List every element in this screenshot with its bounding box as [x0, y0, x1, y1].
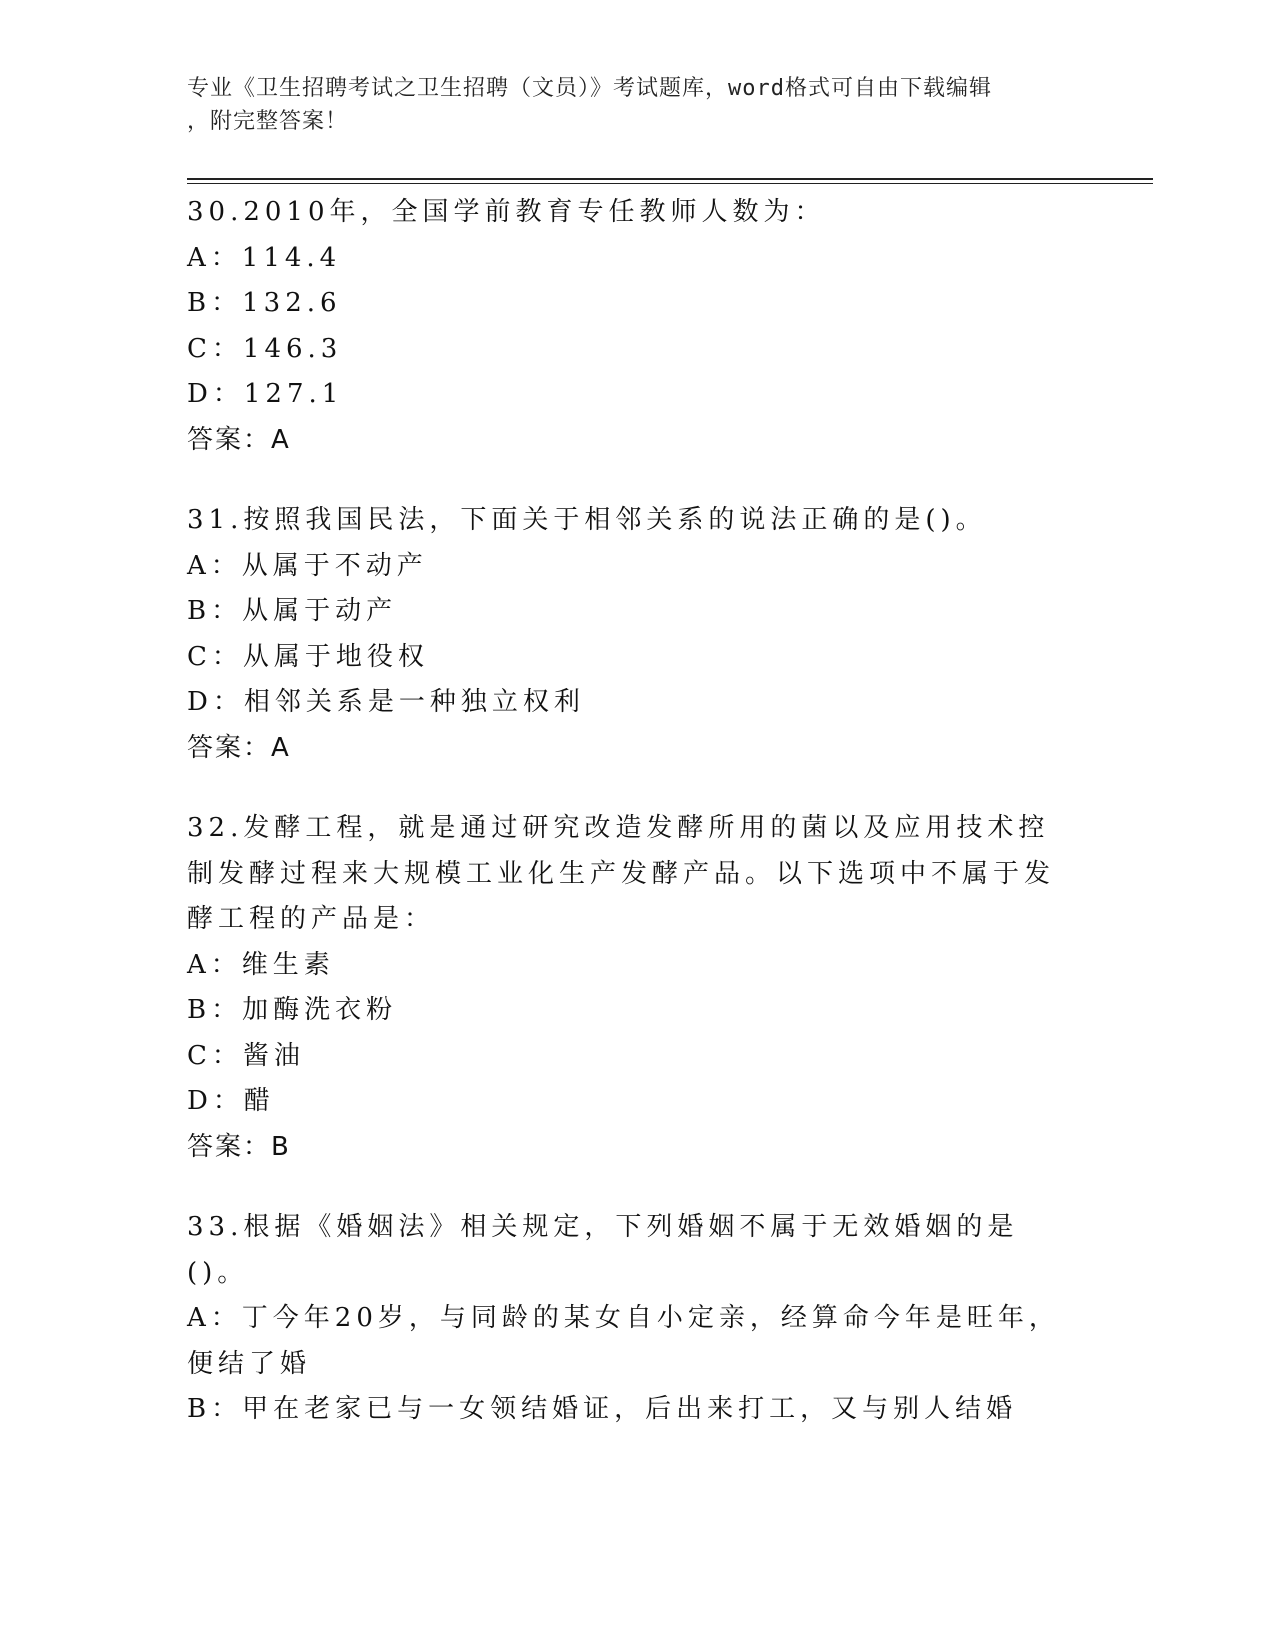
- option-c: [187, 635, 1067, 681]
- option-letter: B：: [187, 1394, 243, 1424]
- answer-line: 答案：A: [187, 732, 291, 763]
- option-b: [187, 589, 1067, 635]
- option-b: [187, 281, 1067, 327]
- answer-line: 答案：B: [187, 1131, 291, 1162]
- document-page: [187, 72, 1067, 138]
- option-letter: C：: [187, 333, 243, 364]
- option-letter: A：: [187, 1303, 242, 1333]
- question-31: [187, 498, 1067, 771]
- question-32: [187, 806, 1067, 1170]
- header-line-2: ，附完整答案！: [187, 109, 349, 134]
- option-text: 132.6: [242, 288, 342, 318]
- option-letter: D：: [187, 687, 244, 717]
- option-text: 127.1: [243, 379, 344, 409]
- option-a: [187, 544, 1067, 590]
- option-d: [187, 372, 1067, 418]
- option-letter: A：: [187, 550, 242, 581]
- answer-line: 答案：A: [187, 424, 291, 455]
- question-stem: 31.按照我国民法，下面关于相邻关系的说法正确的是()。: [187, 505, 987, 535]
- question-stem: 33.根据《婚姻法》相关规定，下列婚姻不属于无效婚姻的是()。: [187, 1212, 1019, 1288]
- option-text: 醋: [243, 1086, 275, 1116]
- header-divider: [187, 178, 1153, 184]
- option-b: [187, 988, 1067, 1034]
- option-a: [187, 1296, 1067, 1387]
- option-letter: C：: [187, 1040, 243, 1071]
- option-letter: A：: [187, 242, 242, 273]
- option-d: [187, 1079, 1067, 1125]
- question-stem: 32.发酵工程，就是通过研究改造发酵所用的菌以及应用技术控制发酵过程来大规模工业化生产发酵产品。以下选项中不属于发酵工程的产品是：: [187, 813, 1056, 934]
- option-text: 加酶洗衣粉: [242, 995, 398, 1025]
- option-letter: B：: [187, 288, 243, 318]
- option-text: 114.4: [241, 242, 342, 273]
- option-letter: D：: [187, 379, 244, 409]
- option-letter: D：: [187, 1086, 244, 1116]
- option-a: [187, 943, 1067, 989]
- option-text: 从属于动产: [242, 596, 398, 626]
- header-line-1: 专业《卫生招聘考试之卫生招聘（文员）》考试题库，word格式可自由下载编辑: [187, 76, 992, 101]
- option-letter: B：: [187, 995, 243, 1025]
- question-stem: 30.2010年，全国学前教育专任教师人数为：: [187, 197, 826, 227]
- option-text: 甲在老家已与一女领结婚证，后出来打工，又与别人结婚: [242, 1394, 1018, 1424]
- option-text: 维生素: [241, 949, 335, 980]
- option-b: [187, 1387, 1067, 1433]
- option-text: 酱油: [242, 1040, 305, 1071]
- question-33: [187, 1205, 1067, 1433]
- option-c: [187, 327, 1067, 373]
- option-text: 从属于不动产: [241, 550, 428, 581]
- option-text: 从属于地役权: [242, 641, 429, 672]
- document-header: [187, 72, 1067, 138]
- option-a: [187, 236, 1067, 282]
- option-text: 丁今年20岁，与同龄的某女自小定亲，经算命今年是旺年，便结了婚: [187, 1303, 1060, 1379]
- option-letter: A：: [187, 949, 242, 980]
- option-c: [187, 1034, 1067, 1080]
- option-d: [187, 680, 1067, 726]
- option-text: 146.3: [242, 333, 343, 364]
- option-letter: C：: [187, 641, 243, 672]
- option-letter: B：: [187, 596, 243, 626]
- question-30: [187, 190, 1067, 463]
- question-list: [187, 190, 1067, 1468]
- option-text: 相邻关系是一种独立权利: [243, 687, 585, 717]
